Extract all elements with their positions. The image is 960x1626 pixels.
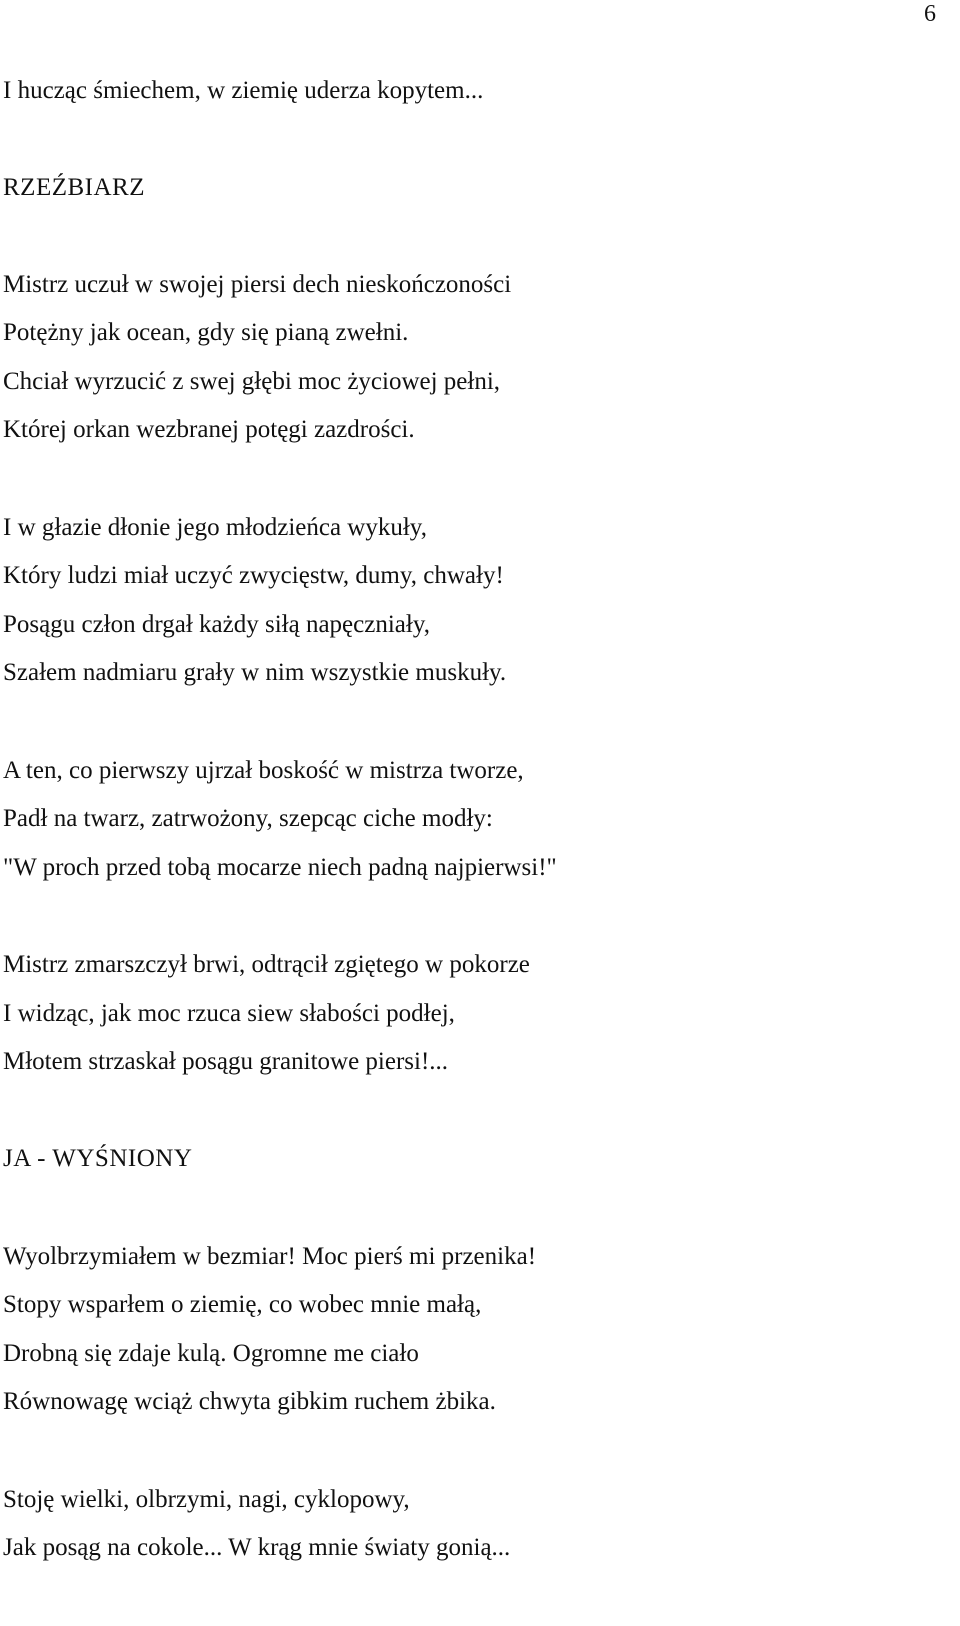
poem-line: I w głazie dłonie jego młodzieńca wykuły,	[3, 514, 427, 541]
poem-line: Potężny jak ocean, gdy się pianą zwełni.	[3, 319, 409, 346]
poem-line: I hucząc śmiechem, w ziemię uderza kopytem...	[3, 77, 484, 104]
poem-line: Równowagę wciąż chwyta gibkim ruchem żbika.	[3, 1388, 496, 1415]
poem-line: Chciał wyrzucić z swej głębi moc życiowej pełni,	[3, 368, 501, 395]
poem-line: Wyolbrzymiałem w bezmiar! Moc pierś mi przenika!	[3, 1243, 537, 1270]
poem-line: Stoję wielki, olbrzymi, nagi, cyklopowy,	[3, 1486, 410, 1513]
poem-line: A ten, co pierwszy ujrzał boskość w mistrza tworze,	[3, 757, 524, 784]
poem-line: "W proch przed tobą mocarze niech padną najpierwsi!"	[3, 854, 557, 881]
poem-line: Której orkan wezbranej potęgi zazdrości.	[3, 416, 415, 443]
poem-line: Młotem strzaskał posągu granitowe piersi!...	[3, 1048, 449, 1075]
page-number: 6	[924, 1, 936, 27]
poem-line: Mistrz uczuł w swojej piersi dech nieskończoności	[3, 271, 512, 298]
poem-title-rzezbiarz: RZEŹBIARZ	[3, 174, 145, 201]
poem-line: Szałem nadmiaru grały w nim wszystkie muskuły.	[3, 659, 507, 686]
poem-line: Który ludzi miał uczyć zwycięstw, dumy, chwały!	[3, 562, 504, 589]
poem-line: I widząc, jak moc rzuca siew słabości podłej,	[3, 1000, 455, 1027]
poem-line: Posągu człon drgał każdy siłą napęczniały,	[3, 611, 430, 638]
poem-title-ja-wysniony: JA - WYŚNIONY	[3, 1145, 193, 1172]
poem-line: Mistrz zmarszczył brwi, odtrącił zgiętego w pokorze	[3, 951, 530, 978]
poem-line: Jak posąg na cokole... W krąg mnie światy gonią...	[3, 1534, 511, 1561]
poem-line: Drobną się zdaje kulą. Ogromne me ciało	[3, 1340, 419, 1367]
poem-line: Padł na twarz, zatrwożony, szepcąc ciche modły:	[3, 805, 493, 832]
poem-line: Stopy wsparłem o ziemię, co wobec mnie małą,	[3, 1291, 482, 1318]
